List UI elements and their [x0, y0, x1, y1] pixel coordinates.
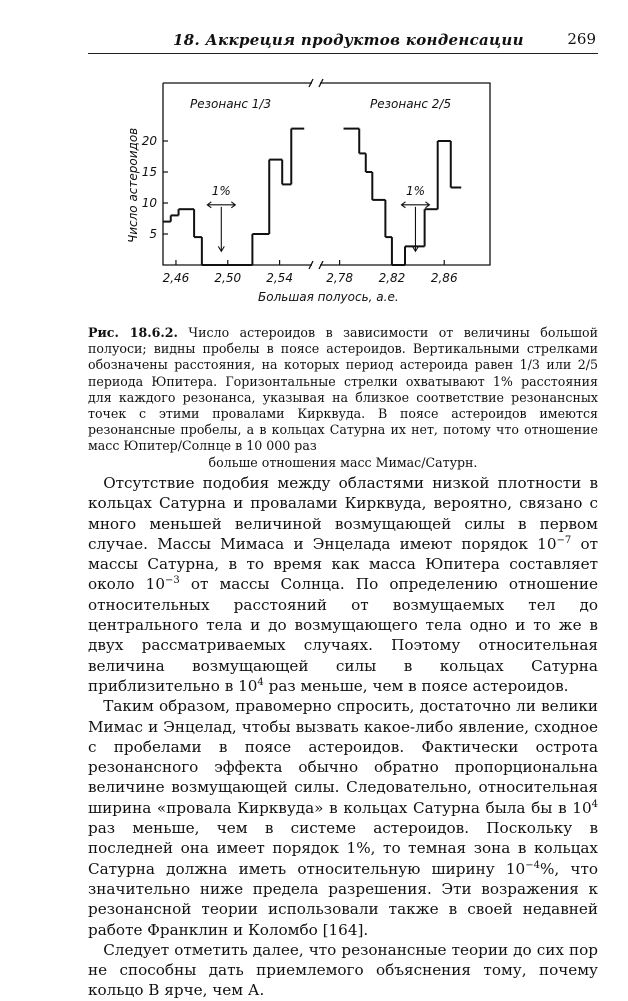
axis-break-marks: [309, 79, 323, 269]
caption-label: Рис. 18.6.2.: [88, 325, 178, 340]
x-tick-label: 2,78: [326, 271, 353, 285]
y-tick-label: 5: [149, 227, 157, 241]
x-tick-label: 2,82: [378, 271, 406, 285]
paragraph-3: Следует отметить далее, что резонансные теории до сих пор не способны дать приемлемого объяснения тому, почему кольцо В ярче, чем А.: [88, 940, 598, 1000]
running-header-title: 18. Аккреция продуктов конденсации: [173, 31, 524, 49]
paragraph-2: Таким образом, правомерно спросить, достаточно ли велики Мимас и Энцелад, чтобы вызвать какое-либо явление, сходное с пробелами в поясе астероидов. Фактически острота резонансного эффекта обычно обратно пропорциональна величине возмущающей силы. Следовательно, относительная ширина «провала Кирквуда» в кольцах Сатурна была бы в $10^4$ раз меньше, чем в системе астероидов. Поскольку в последней она имеет порядок 1%, то темная зона в кольцах Сатурна должна иметь относительную ширину $10^{-4}\%$, что значительно ниже предела разрешения. Эти возражения к резонансной теории использовали также в своей недавней работе Франклин и Коломбо [164].: [88, 697, 598, 939]
panel-title-resonance-2-5: Резонанс 2/5: [370, 97, 452, 111]
x-axis-label: Большая полуось, а.е.: [258, 290, 399, 304]
y-tick-label: 10: [141, 196, 157, 210]
resonance-arrow: [218, 207, 224, 252]
y-axis: [142, 134, 168, 241]
y-tick-label: 20: [141, 134, 157, 148]
x-axis: [163, 260, 458, 285]
asteroid-gap-chart: [0, 0, 628, 320]
x-tick-label: 2,54: [266, 271, 293, 285]
resonance-arrow: [412, 207, 418, 252]
x-tick-label: 2,50: [214, 271, 242, 285]
body-text: [88, 473, 598, 1001]
caption-text: Число астероидов в зависимости от величины большой полуоси; видны пробелы в поясе астероидов. Вертикальными стрелками обозначены расстояния, на которых период астероида равен 1/3 или 2/5 периода Юпитера. Горизонтальные стрелки охватывают 1% расстояния для каждого резонанса, указывая на близкое соответствие резонансных точек с этими провалами Кирквуда. В поясе астероидов имеются резонансные пробелы, а в кольцах Сатурна их нет, потому что отношение масс Юпитер/Солнце в 10 000 раз: [88, 325, 598, 454]
y-axis-label: Число астероидов: [126, 127, 140, 243]
x-tick-label: 2,46: [162, 271, 190, 285]
chart-annotations: [207, 184, 429, 251]
caption-last-line: больше отношения масс Мимас/Сатурн.: [208, 454, 478, 470]
one-percent-label: 1%: [211, 183, 231, 198]
panel-title-resonance-1-3: Резонанс 1/3: [190, 97, 272, 111]
figure-caption: [88, 325, 598, 471]
x-tick-label: 2,86: [430, 271, 458, 285]
page-number: 269: [567, 30, 596, 48]
y-tick-label: 15: [141, 165, 157, 179]
one-percent-label: 1%: [405, 183, 425, 198]
paragraph-1: Отсутствие подобия между областями низкой плотности в кольцах Сатурна и провалами Кирквуда, вероятно, связано с много меньшей величиной возмущающей силы в первом случае. Массы Мимаса и Энцелада имеют порядок $10^{-7}$ от массы Сатурна, в то время как масса Юпитера составляет около $10^{-3}$ от массы Солнца. По определению отношение относительных расстояний от возмущаемых тел до центрального тела и до возмущающего тела одно и то же в двух рассматриваемых случаях. Поэтому относительная величина возмущающей силы в кольцах Сатурна приблизительно в $10^4$ раз меньше, чем в поясе астероидов.: [88, 474, 598, 695]
